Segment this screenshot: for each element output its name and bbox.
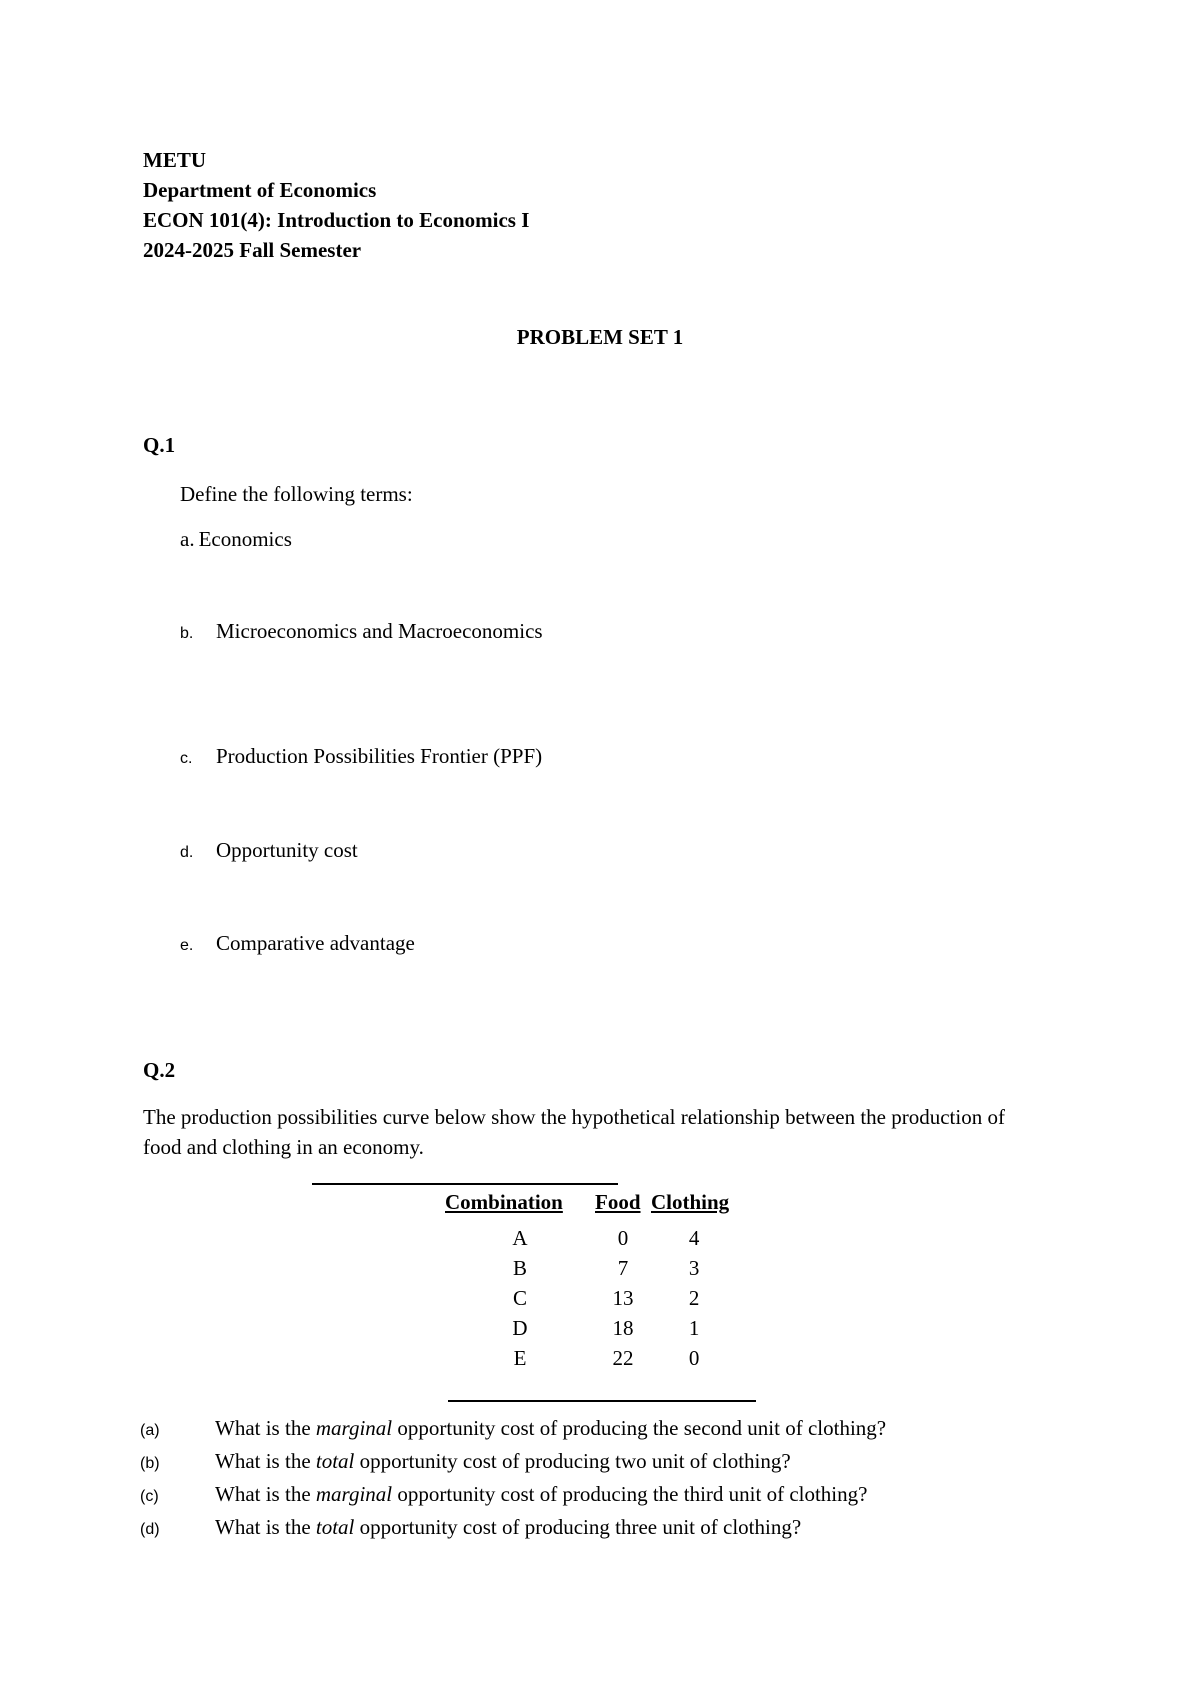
subquestion-text: What is the	[215, 1449, 316, 1473]
subquestion-emphasis: total	[315, 1449, 355, 1473]
cell-clothing: 3	[688, 1255, 700, 1280]
subquestion-a	[140, 1413, 886, 1446]
subquestion-emphasis: marginal	[315, 1482, 393, 1506]
subquestion-d	[140, 1512, 886, 1545]
item-text: Production Possibilities Frontier (PPF)	[216, 744, 543, 768]
subquestion-label: (d)	[140, 1521, 160, 1538]
item-letter: b.	[180, 625, 194, 642]
col-food: Food	[595, 1190, 641, 1214]
item-text: Microeconomics and Macroeconomics	[216, 619, 543, 643]
subquestion-b	[140, 1446, 886, 1479]
cell-combination: D	[512, 1315, 528, 1340]
subquestion-text: opportunity cost of producing three unit of clothing?	[354, 1515, 802, 1539]
ppf-table	[445, 1190, 737, 1373]
col-combination: Combination	[445, 1190, 563, 1214]
cell-clothing: 4	[688, 1225, 700, 1250]
subquestion-text: opportunity cost of producing two unit of clothing?	[354, 1449, 791, 1473]
item-letter: a.	[180, 527, 195, 551]
col-clothing: Clothing	[651, 1190, 730, 1214]
cell-food: 0	[617, 1225, 629, 1250]
table-bottom-rule	[448, 1400, 756, 1402]
subquestion-c	[140, 1479, 886, 1512]
cell-combination: C	[512, 1285, 527, 1310]
semester: 2024-2025 Fall Semester	[143, 238, 362, 262]
course-title: ECON 101(4): Introduction to Economics I	[143, 208, 530, 232]
item-text: Economics	[198, 527, 292, 551]
table-header-row	[445, 1190, 737, 1223]
cell-food: 7	[617, 1255, 629, 1280]
university-name: METU	[143, 148, 206, 172]
cell-food: 22	[612, 1345, 634, 1370]
q1-item-b	[180, 619, 543, 644]
cell-clothing: 2	[688, 1285, 700, 1310]
item-letter: e.	[180, 937, 194, 954]
q2-text: The production possibilities curve below show the hypothetical relationship between the production of food and clothing in an economy.	[143, 1105, 1005, 1159]
item-letter: d.	[180, 844, 194, 861]
table-top-rule	[312, 1183, 618, 1185]
subquestion-text: What is the	[215, 1416, 316, 1440]
subquestion-text: opportunity cost of producing the third unit of clothing?	[392, 1482, 868, 1506]
subquestion-label: (a)	[140, 1422, 160, 1439]
q2-subquestions	[140, 1413, 886, 1545]
q1-item-e	[180, 931, 415, 956]
page-title: PROBLEM SET 1	[516, 325, 684, 349]
cell-food: 13	[612, 1285, 634, 1310]
subquestion-emphasis: total	[315, 1515, 355, 1539]
cell-clothing: 0	[688, 1345, 700, 1370]
cell-food: 18	[612, 1315, 634, 1340]
cell-combination: E	[513, 1345, 527, 1370]
department-name: Department of Economics	[143, 178, 377, 202]
subquestion-text: What is the	[215, 1482, 316, 1506]
item-letter: c.	[180, 750, 193, 767]
cell-combination: B	[512, 1255, 527, 1280]
cell-clothing: 1	[688, 1315, 700, 1340]
table-row	[445, 1313, 737, 1343]
subquestion-text: opportunity cost of producing the second unit of clothing?	[392, 1416, 887, 1440]
q1-item-d	[180, 838, 358, 863]
q1-item-c	[180, 744, 542, 769]
q1-heading: Q.1	[143, 433, 176, 457]
table-row	[445, 1283, 737, 1313]
subquestion-emphasis: marginal	[315, 1416, 393, 1440]
cell-combination: A	[512, 1225, 528, 1250]
q1-intro: Define the following terms:	[180, 482, 413, 506]
table-row	[445, 1253, 737, 1283]
table-row	[445, 1343, 737, 1373]
item-text: Comparative advantage	[216, 931, 415, 955]
table-row	[445, 1223, 737, 1253]
course-header	[143, 145, 529, 265]
q2-heading: Q.2	[143, 1058, 176, 1082]
subquestion-label: (b)	[140, 1455, 160, 1472]
item-text: Opportunity cost	[216, 838, 358, 862]
subquestion-label: (c)	[140, 1488, 159, 1505]
subquestion-text: What is the	[215, 1515, 316, 1539]
q1-item-a	[180, 527, 292, 552]
